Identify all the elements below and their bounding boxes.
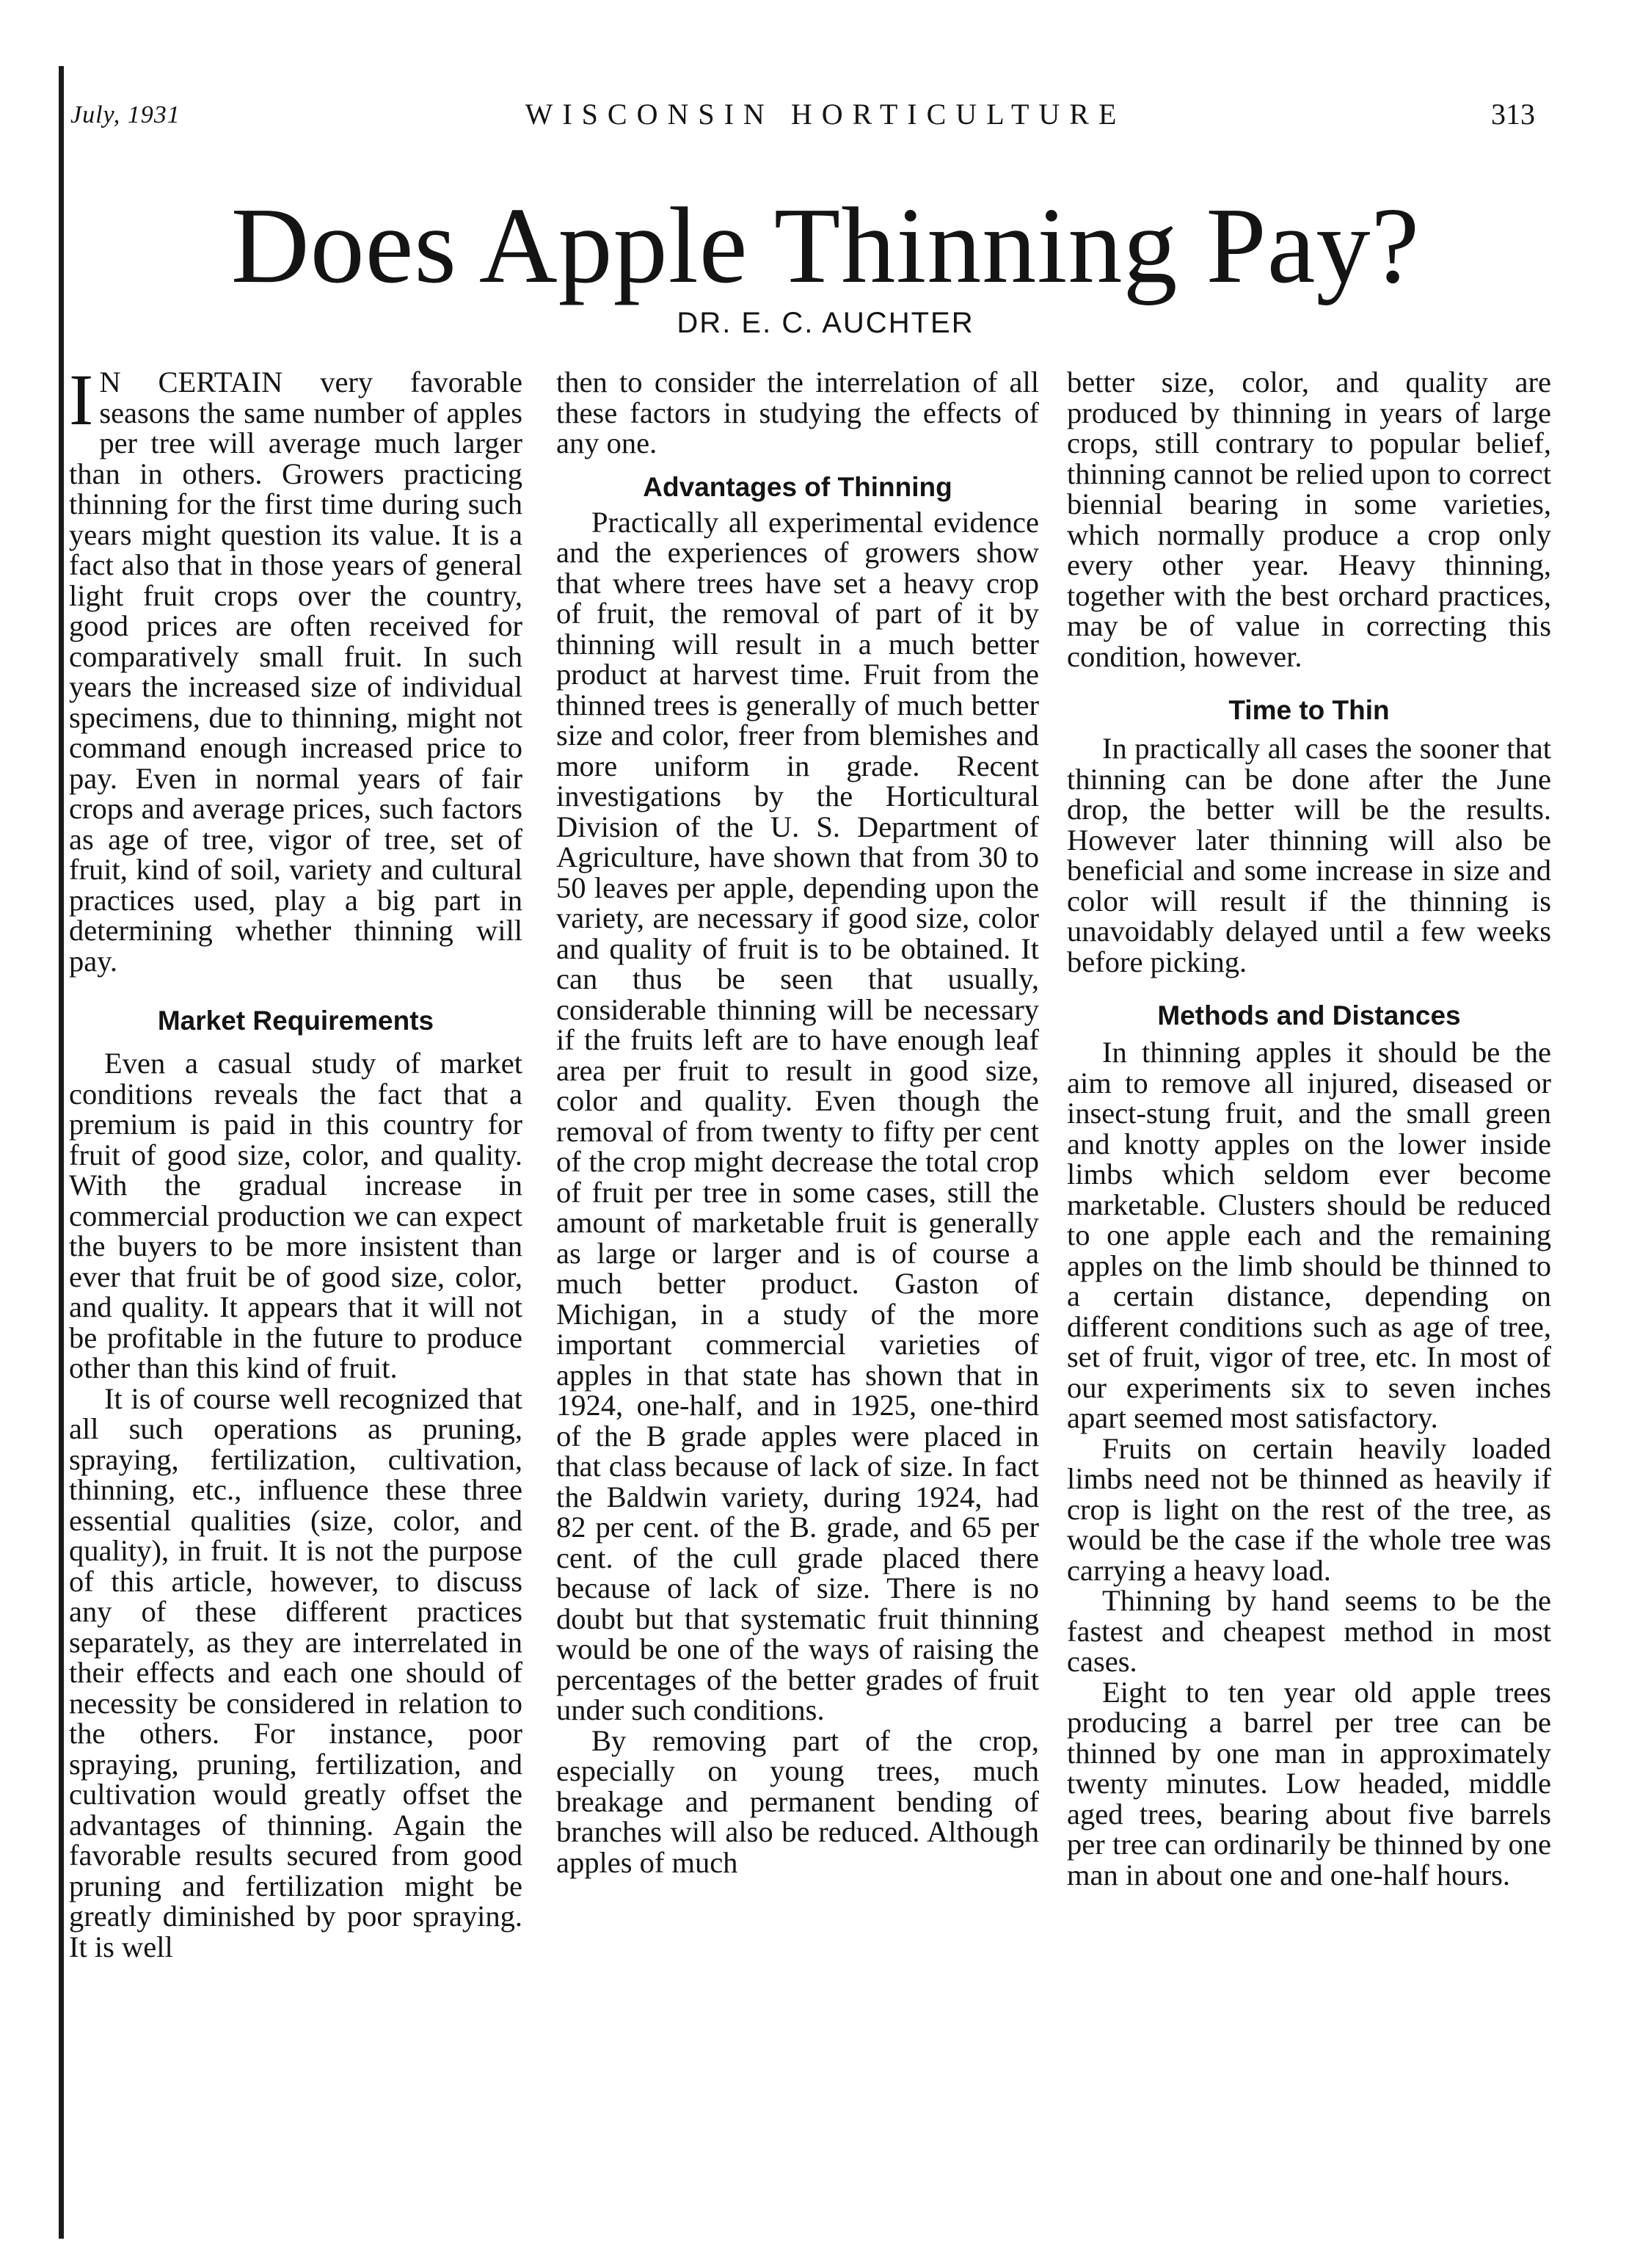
article-title: Does Apple Thinning Pay?: [230, 186, 1421, 306]
heading-advantages-of-thinning: Advantages of Thinning: [643, 471, 952, 502]
heading-methods-and-distances: Methods and Distances: [1157, 1000, 1461, 1031]
paragraph: Eight to ten year old apple trees producing a barrel per tree can be thinned by one man in approximately twenty minutes. Low headed, middle aged trees, bearing about five barrels per tree can ordinarily be thinned by one man in about one and one-half hours.: [1067, 1675, 1551, 1891]
journal-title: WISCONSIN HORTICULTURE: [525, 98, 1126, 131]
paragraph: Thinning by hand seems to be the fastest and cheapest method in most cases.: [1067, 1584, 1551, 1678]
paragraph: then to consider the interrelation of all these factors in studying the effects of any one.: [556, 366, 1039, 459]
paragraph: Even a casual study of market conditions reveals the fact that a premium is paid in this country for fruit of good size, color, and quality. With the gradual increase in commercial production we can expect the buyers to be more insistent than ever that fruit be of good size, color, and quality. It appears that it will not be profitable in the future to produce other than this kind of fruit.: [69, 1047, 522, 1384]
margin-rule: [59, 66, 64, 2239]
paragraph: It is of course well recognized that all such operations as pruning, spraying, fertilization, cultivation, thinning, etc., influence these three essential qualities (size, color, and quality), in fruit. It is not the purpose of this article, however, to discuss any of these different practices separately, as they are interrelated in their effects and each one should of necessity be considered in relation to the others. For instance, poor spraying, pruning, fertilization, and cultivation would greatly offset the advantages of thinning. Again the favorable results secured from good pruning and fertilization might be greatly diminished by poor spraying. It is well: [69, 1381, 522, 1963]
paragraph: In thinning apples it should be the aim to remove all injured, diseased or insect-stung fruit, and the small green and knotty apples on the lower inside limbs which seldom ever become marketable. Clusters should be reduced to one apple each and the remaining apples on the limb should be thinned to a certain distance, depending on different conditions such as age of tree, set of fruit, vigor of tree, etc. In most of our experiments six to seven inches apart seemed most satisfactory.: [1067, 1036, 1551, 1434]
paragraph: Fruits on certain heavily loaded limbs need not be thinned as heavily if crop is light on the rest of the tree, as would be the case if the whole tree was carrying a heavy load.: [1067, 1431, 1551, 1587]
author-byline: DR. E. C. AUCHTER: [677, 307, 974, 339]
paragraph: better size, color, and quality are produced by thinning in years of large crops, still contrary to popular belief, thinning cannot be relied upon to correct biennial bearing in some varieties, which normally produce a crop only every other year. Heavy thinning, together with the best orchard practices, may be of value in correcting this condition, however.: [1067, 366, 1551, 673]
issue-date: July, 1931: [70, 101, 181, 128]
drop-cap: I: [69, 359, 94, 440]
running-header: [0, 94, 1651, 138]
page-number: 313: [1491, 98, 1535, 131]
paragraph: By removing part of the crop, especially on young trees, much breakage and permanent bending of branches will also be reduced. Although apples of much: [556, 1723, 1039, 1879]
paragraph: In practically all cases the sooner that thinning can be done after the June drop, the better will be the results. However later thinning will also be beneficial and some increase in size and color will result if the thinning is unavoidably delayed until a few weeks before picking.: [1067, 732, 1551, 978]
intro-text: N CERTAIN very favorable seasons the same number of apples per tree will average much larger than in others. Growers practicing thinning for the first time during such years might question its value. It is a fact also that in those years of general light fruit crops over the country, good prices are often received for comparatively small fruit. In such years the increased size of individual specimens, due to thinning, might not command enough increased price to pay. Even in normal years of fair crops and average prices, such factors as age of tree, vigor of tree, set of fruit, kind of soil, variety and cultural practices used, play a big part in determining whether thinning will pay.: [69, 366, 522, 978]
heading-market-requirements: Market Requirements: [157, 1006, 434, 1036]
paragraph: Practically all experimental evidence and the experiences of growers show that where trees have set a heavy crop of fruit, the removal of part of it by thinning will result in a much better product at harvest time. Fruit from the thinned trees is generally of much better size and color, freer from blemishes and more uniform in grade. Recent investigations by the Horticultural Division of the U. S. Department of Agriculture, have shown that from 30 to 50 leaves per apple, depending upon the variety, are necessary if good size, color and quality of fruit is to be obtained. It can thus be seen that usually, considerable thinning will be necessary if the fruits left are to have enough leaf area per fruit to result in good size, color and quality. Even though the removal of from twenty to fifty per cent of the crop might decrease the total crop of fruit per tree in some cases, still the amount of marketable fruit is generally as large or larger and is of course a much better product. Gaston of Michigan, in a study of the more important commercial varieties of apples in that state has shown that in 1924, one-half, and in 1925, one-third of the B grade apples were placed in that class because of lack of size. In fact the Baldwin variety, during 1924, had 82 per cent. of the B. grade, and 65 per cent. of the cull grade placed there because of lack of size. There is no doubt but that systematic fruit thinning would be one of the ways of raising the percentages of the better grades of fruit under such conditions.: [556, 505, 1039, 1726]
column-2: [556, 367, 1039, 1878]
column-1: [69, 359, 522, 1963]
intro-paragraph: [69, 359, 522, 978]
heading-time-to-thin: Time to Thin: [1228, 695, 1390, 725]
column-3: [1067, 367, 1551, 1890]
